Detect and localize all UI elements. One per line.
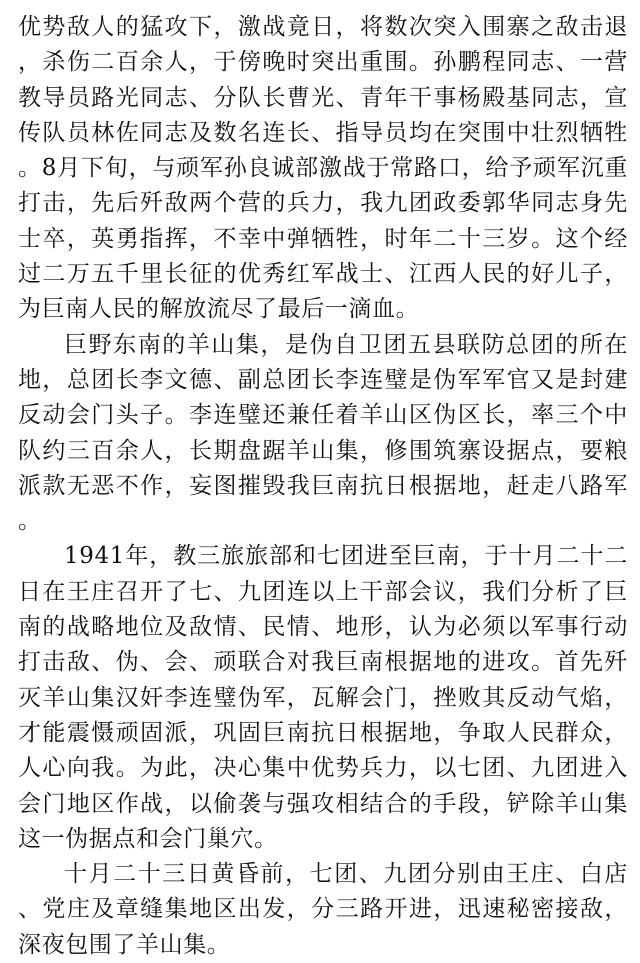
paragraph-1: 优势敌人的猛攻下，激战竟日，将数次突入围寨之敌击退，杀伤二百余人，于傍晚时突出重围。孙鹏程同志、一营教导员路光同志、分队长曹光、青年干事杨殿基同志，宣传队员林佐同志及数名连长、指导员均在突围中壮烈牺牲。8月下旬，与顽军孙良诚部激战于常路口，给予顽军沉重打击，先后歼敌两个营的兵力，我九团政委郭华同志身先士卒，英勇指挥，不幸中弹牺牲，时年二十三岁。这个经过二万五千里长征的优秀红军战士、江西人民的好儿子，为巨南人民的解放流尽了最后一滴血。: [18, 14, 628, 323]
paragraph-3: 1941年，教三旅旅部和七团进至巨南，于十月二十二日在王庄召开了七、九团连以上干部会议，我们分析了巨南的战略地位及敌情、民情、地形，认为必须以军事行动打击敌、伪、会、顽联合对我巨南根据地的进攻。首先歼灭羊山集汉奸李连璧伪军，瓦解会门，挫败其反动气焰，才能震慑顽固派，巩固巨南抗日根据地，争取人民群众，人心向我。为此，决心集中优势兵力，以七团、九团进入会门地区作战，以偷袭与强攻相结合的手段，铲除羊山集这一伪据点和会门巢穴。: [18, 543, 628, 852]
paragraph-2: 巨野东南的羊山集，是伪自卫团五县联防总团的所在地，总团长李文德、副总团长李连璧是伪军军官又是封建反动会门头子。李连璧还兼任着羊山区伪区长，率三个中队约三百余人，长期盘踞羊山集，修围筑寨设据点，要粮派款无恶不作，妄图摧毁我巨南抗日根据地，赶走八路军。: [18, 331, 628, 535]
paragraph-4: 十月二十三日黄昏前，七团、九团分别由王庄、白店、党庄及章缝集地区出发，分三路开进，迅速秘密接敌，深夜包围了羊山集。: [18, 861, 628, 958]
